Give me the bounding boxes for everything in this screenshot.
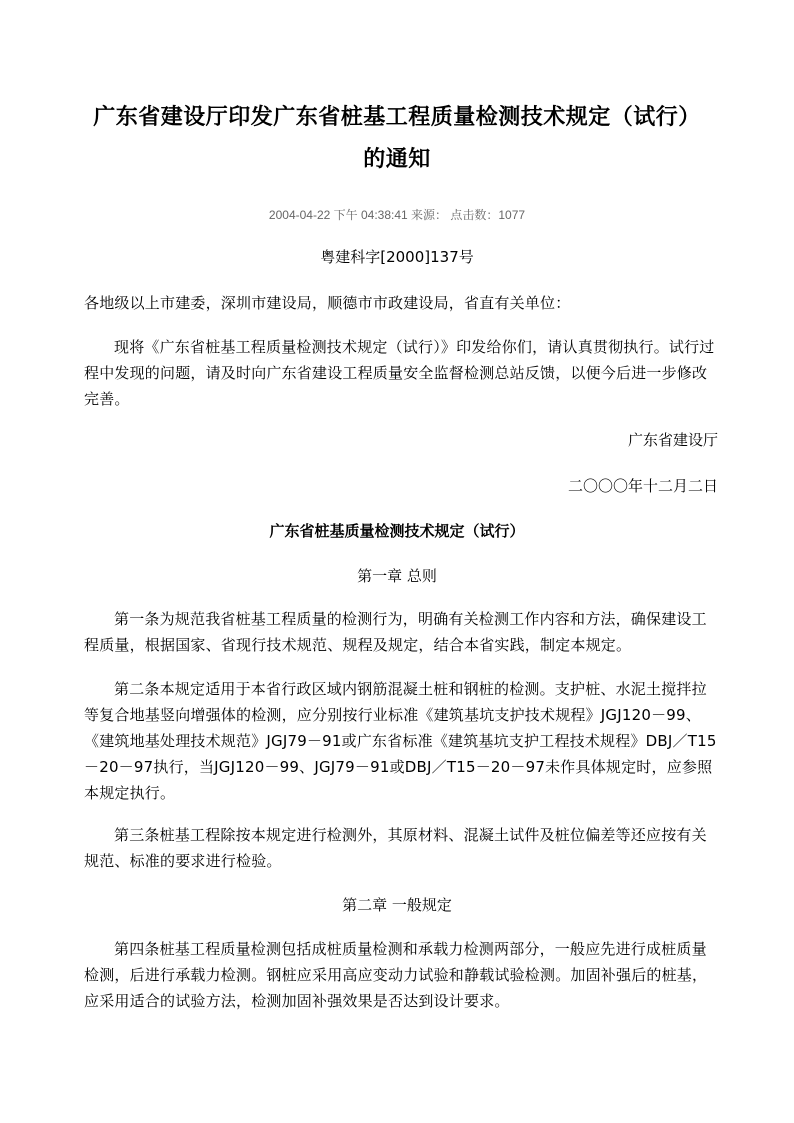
document-title-line2: 的通知 bbox=[363, 147, 431, 172]
publish-meta: 2004-04-22 下午 04:38:41 来源： 点击数：1077 bbox=[268, 208, 526, 222]
article3-paragraph: 第三条桩基工程除按本规定进行检测外，其原材料、混凝土试件及桩位偏差等还应按有关规范、标准的要求进行检验。 bbox=[84, 826, 707, 870]
regulation-title: 广东省桩基质量检测技术规定（试行） bbox=[269, 522, 525, 540]
document-number: 粤建科字[2000]137号 bbox=[320, 248, 474, 266]
recipients-line: 各地级以上市建委，深圳市建设局，顺德市市政建设局，省直有关单位： bbox=[84, 294, 571, 312]
notice-body-paragraph: 现将《广东省桩基工程质量检测技术规定（试行）》印发给你们，请认真贯彻执行。试行过程中发现的问题，请及时向广东省建设工程质量安全监督检测总站反馈，以便今后进一步修改完善。 bbox=[84, 338, 715, 408]
issue-date: 二〇〇〇年十二月二日 bbox=[567, 477, 718, 495]
article2-paragraph: 第二条本规定适用于本省行政区域内钢筋混凝土桩和钢桩的检测。支护桩、水泥土搅拌拉等复合地基竖向增强体的检测，应分别按行业标准《建筑基坑支护技术规程》JGJ120－99、《建筑地基处理技术规范》JGJ79－91或广东省标准《建筑基坑支护工程技术规程》DBJ／T15－20－97执行，当JGJ120－99、JGJ79－91或DBJ／T15－20－97未作具体规定时，应参照本规定执行。 bbox=[84, 680, 717, 802]
issuer-signature: 广东省建设厅 bbox=[627, 431, 718, 449]
article1-paragraph: 第一条为规范我省桩基工程质量的检测行为，明确有关检测工作内容和方法，确保建设工程质量，根据国家、省现行技术规范、规程及规定，结合本省实践，制定本规定。 bbox=[84, 610, 707, 654]
document-title-line1: 广东省建设厅印发广东省桩基工程质量检测技术规定（试行） bbox=[93, 105, 701, 130]
chapter1-heading: 第一章 总则 bbox=[357, 567, 437, 585]
chapter2-heading: 第二章 一般规定 bbox=[342, 896, 452, 914]
article4-paragraph: 第四条桩基工程质量检测包括成桩质量检测和承载力检测两部分，一般应先进行成桩质量检测，后进行承载力检测。钢桩应采用高应变动力试验和静载试验检测。加固补强后的桩基，应采用适合的试验方法，检测加固补强效果是否达到设计要求。 bbox=[84, 940, 708, 1010]
